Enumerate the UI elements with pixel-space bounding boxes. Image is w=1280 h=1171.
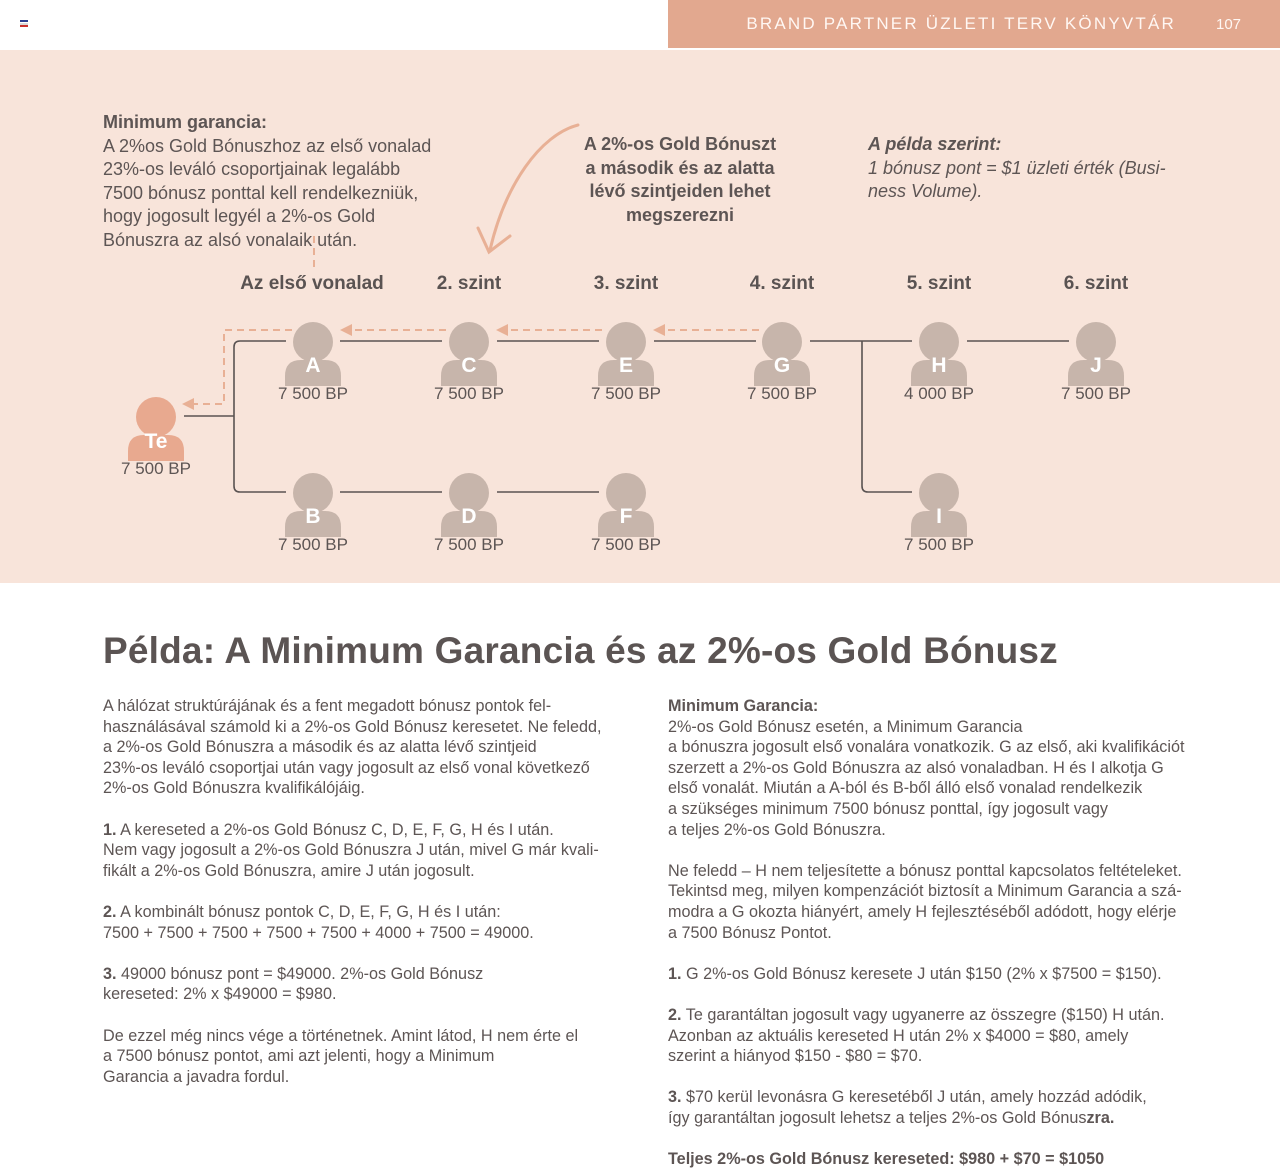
page-title: Példa: A Minimum Garancia és az 2%-os Gold Bónusz [103,630,1058,671]
text-line: $70 kerül levonásra G keresetéből J után, amely hozzád adódik, [686,1088,1147,1107]
text-line: Nem vagy jogosult a 2%-os Gold Bónuszra J után, mivel G már kvali- [103,841,599,860]
note-line: lévő szintjeiden lehet [589,181,771,201]
bp-b: 7 500 BP [278,535,348,554]
text-line: első vonalát. Miután a A-ból és B-ből álló első vonalad rendelkezik [668,779,1143,798]
step-number: 1. [103,820,117,839]
text-line: szerzett a 2%-os Gold Bónuszra az alsó vonaladban. H és I alkotja G [668,758,1164,777]
text-line: fikált a 2%-os Gold Bónuszra, amire J után jogosult. [103,861,475,880]
note-line: megszerezni [625,204,735,225]
right-column [668,696,1248,1170]
text-line: Garancia a javadra fordul. [103,1067,290,1086]
text-line: 7500 + 7500 + 7500 + 7500 + 7500 + 4000 + 7500 = 49000. [103,923,534,942]
step-number: 3. [668,1088,682,1107]
bp-i: 7 500 BP [904,535,974,554]
step-2 [103,902,643,943]
text-line: a 7500 Bónusz Pontot. [668,923,832,942]
step-number: 3. [103,964,117,983]
text-line: De ezzel még nincs vége a történetnek. Amint látod, H nem érte el [103,1026,579,1045]
node-letter-f: F [619,505,633,528]
note-line: 23%-os leváló csoportjainak legalább [103,159,401,179]
level-label-3: 3. szint [593,273,659,294]
text-line: a 7500 bónusz pontot, ami azt jelenti, hogy a Minimum [103,1047,495,1066]
node-letter-te: Te [144,430,168,453]
arrow-head-icon [653,324,665,336]
note-line: 1 bónusz pont = $1 üzleti érték (Busi- [868,157,1166,178]
text-line: a 2%-os Gold Bónuszra a második és az alatta lévő szintjeid [103,738,537,757]
text-line: A hálózat struktúrájának és a fent megadott bónusz pontok fel- [103,697,552,715]
intro-paragraph [103,696,643,799]
note-line: ness Volume). [868,181,983,201]
text-fragment: zra. [1086,1108,1115,1127]
note-line: 7500 bónusz ponttal kell rendelkezniük, [103,182,419,203]
node-letter-b: B [305,505,321,528]
step-1 [668,964,1248,985]
text-line: 2%-os Gold Bónuszra kvalifikálójáig. [103,779,365,798]
text-line: 23%-os leváló csoportjai után vagy jogosult az első vonal következő [103,758,590,777]
level-label-6: 6. szint [1063,273,1129,294]
node-letter-h: H [931,354,947,377]
node-letter-e: E [618,354,634,377]
level-label-first-line: Az első vonalad [240,273,384,294]
text-line: Ne feledd – H nem teljesítette a bónusz ponttal kapcsolatos feltételeket. [668,861,1182,880]
step-1 [103,820,643,882]
text-line: így garantáltan jogosult lehetsz a teljes 2%-os Gold Bónus [668,1108,1087,1127]
note-line: Bónuszra az alsó vonalaik után. [103,229,358,250]
step-number: 2. [103,902,117,921]
step-3 [668,1087,1248,1128]
text-line: a teljes 2%-os Gold Bónuszra. [668,820,886,839]
text-line: A kereseted a 2%-os Gold Bónusz C, D, E, F, G, H és I után. [120,820,554,839]
node-letter-a: A [305,354,321,377]
step-number: 1. [668,964,682,983]
bp-e: 7 500 BP [591,384,661,403]
node-letter-j: J [1090,354,1102,377]
left-column [103,696,643,1108]
level-label-2: 2. szint [436,273,502,294]
total-earnings: Teljes 2%-os Gold Bónusz kereseted: $980 + $70 = $1050 [668,1150,1105,1169]
note-line: A 2%-os Gold Bónuszt [583,134,777,154]
node-letter-g: G [773,354,791,377]
text-line: használásával számold ki a 2%-os Gold Bónusz keresetet. Ne feledd, [103,717,602,736]
step-3 [103,964,643,1005]
persons-network [285,322,1124,537]
text-line: G 2%-os Gold Bónusz keresete J után $150 (2% x $7500 = $150). [686,964,1162,983]
text-line: Tekintsd meg, milyen kompenzációt biztosít a Minimum Garancia a szá- [668,882,1182,901]
note-line: hogy jogosult legyél a 2%-os Gold [103,206,376,226]
bp-g: 7 500 BP [747,384,817,403]
page-number: 107 [1216,16,1242,33]
text-line: a szükséges minimum 7500 bónusz ponttal, így jogosult vagy [668,799,1109,818]
text-line: A kombinált bónusz pontok C, D, E, F, G, H és I után: [120,902,501,921]
level-label-5: 5. szint [906,273,972,294]
step-2 [668,1005,1248,1067]
node-letter-c: C [461,354,477,377]
text-line: Te garantáltan jogosult vagy ugyanerre az összegre ($150) H után. [685,1005,1165,1024]
bp-te: 7 500 BP [121,459,191,478]
bp-c: 7 500 BP [434,384,504,403]
remember-paragraph [668,861,1248,943]
text-line: 49000 bónusz pont = $49000. 2%-os Gold Bónusz [121,964,484,983]
step-number: 2. [668,1005,682,1024]
bp-a: 7 500 BP [278,384,348,403]
text-line: a bónuszra jogosult első vonalára vonatkozik. G az első, aki kvalifikációt [668,738,1185,757]
text-line: modra a G okozta hiányért, amely H fejlesztéséből adódott, hogy elérje [668,902,1177,921]
outro-paragraph [103,1026,643,1088]
header-title: BRAND PARTNER ÜZLETI TERV KÖNYVTÁR [746,14,1176,33]
note-line: A 2%os Gold Bónuszhoz az első vonalad [103,135,432,156]
bp-h: 4 000 BP [904,384,974,403]
arrow-head-icon [182,398,194,410]
section-heading: Minimum Garancia: [668,697,819,715]
curved-arrow-icon [478,125,578,252]
bp-f: 7 500 BP [591,535,661,554]
note-heading: Minimum garancia: [103,112,268,132]
arrow-head-icon [340,324,352,336]
note-heading: A példa szerint: [868,134,1002,154]
node-letter-d: D [461,505,477,528]
text-line: kereseted: 2% x $49000 = $980. [103,985,337,1004]
bp-j: 7 500 BP [1061,384,1131,403]
text-line: szerint a hiányod $150 - $80 = $70. [668,1047,923,1066]
level-label-4: 4. szint [749,273,815,294]
bp-d: 7 500 BP [434,535,504,554]
text-line: 2%-os Gold Bónusz esetén, a Minimum Garancia [668,717,1023,736]
minimum-guarantee-paragraph [668,696,1248,840]
text-line: Azonban az aktuális kereseted H után 2% x $4000 = $80, amely [668,1026,1129,1045]
arrow-head-icon [496,324,508,336]
note-line: a második és az alatta [585,157,775,178]
node-letter-i: I [936,505,942,528]
